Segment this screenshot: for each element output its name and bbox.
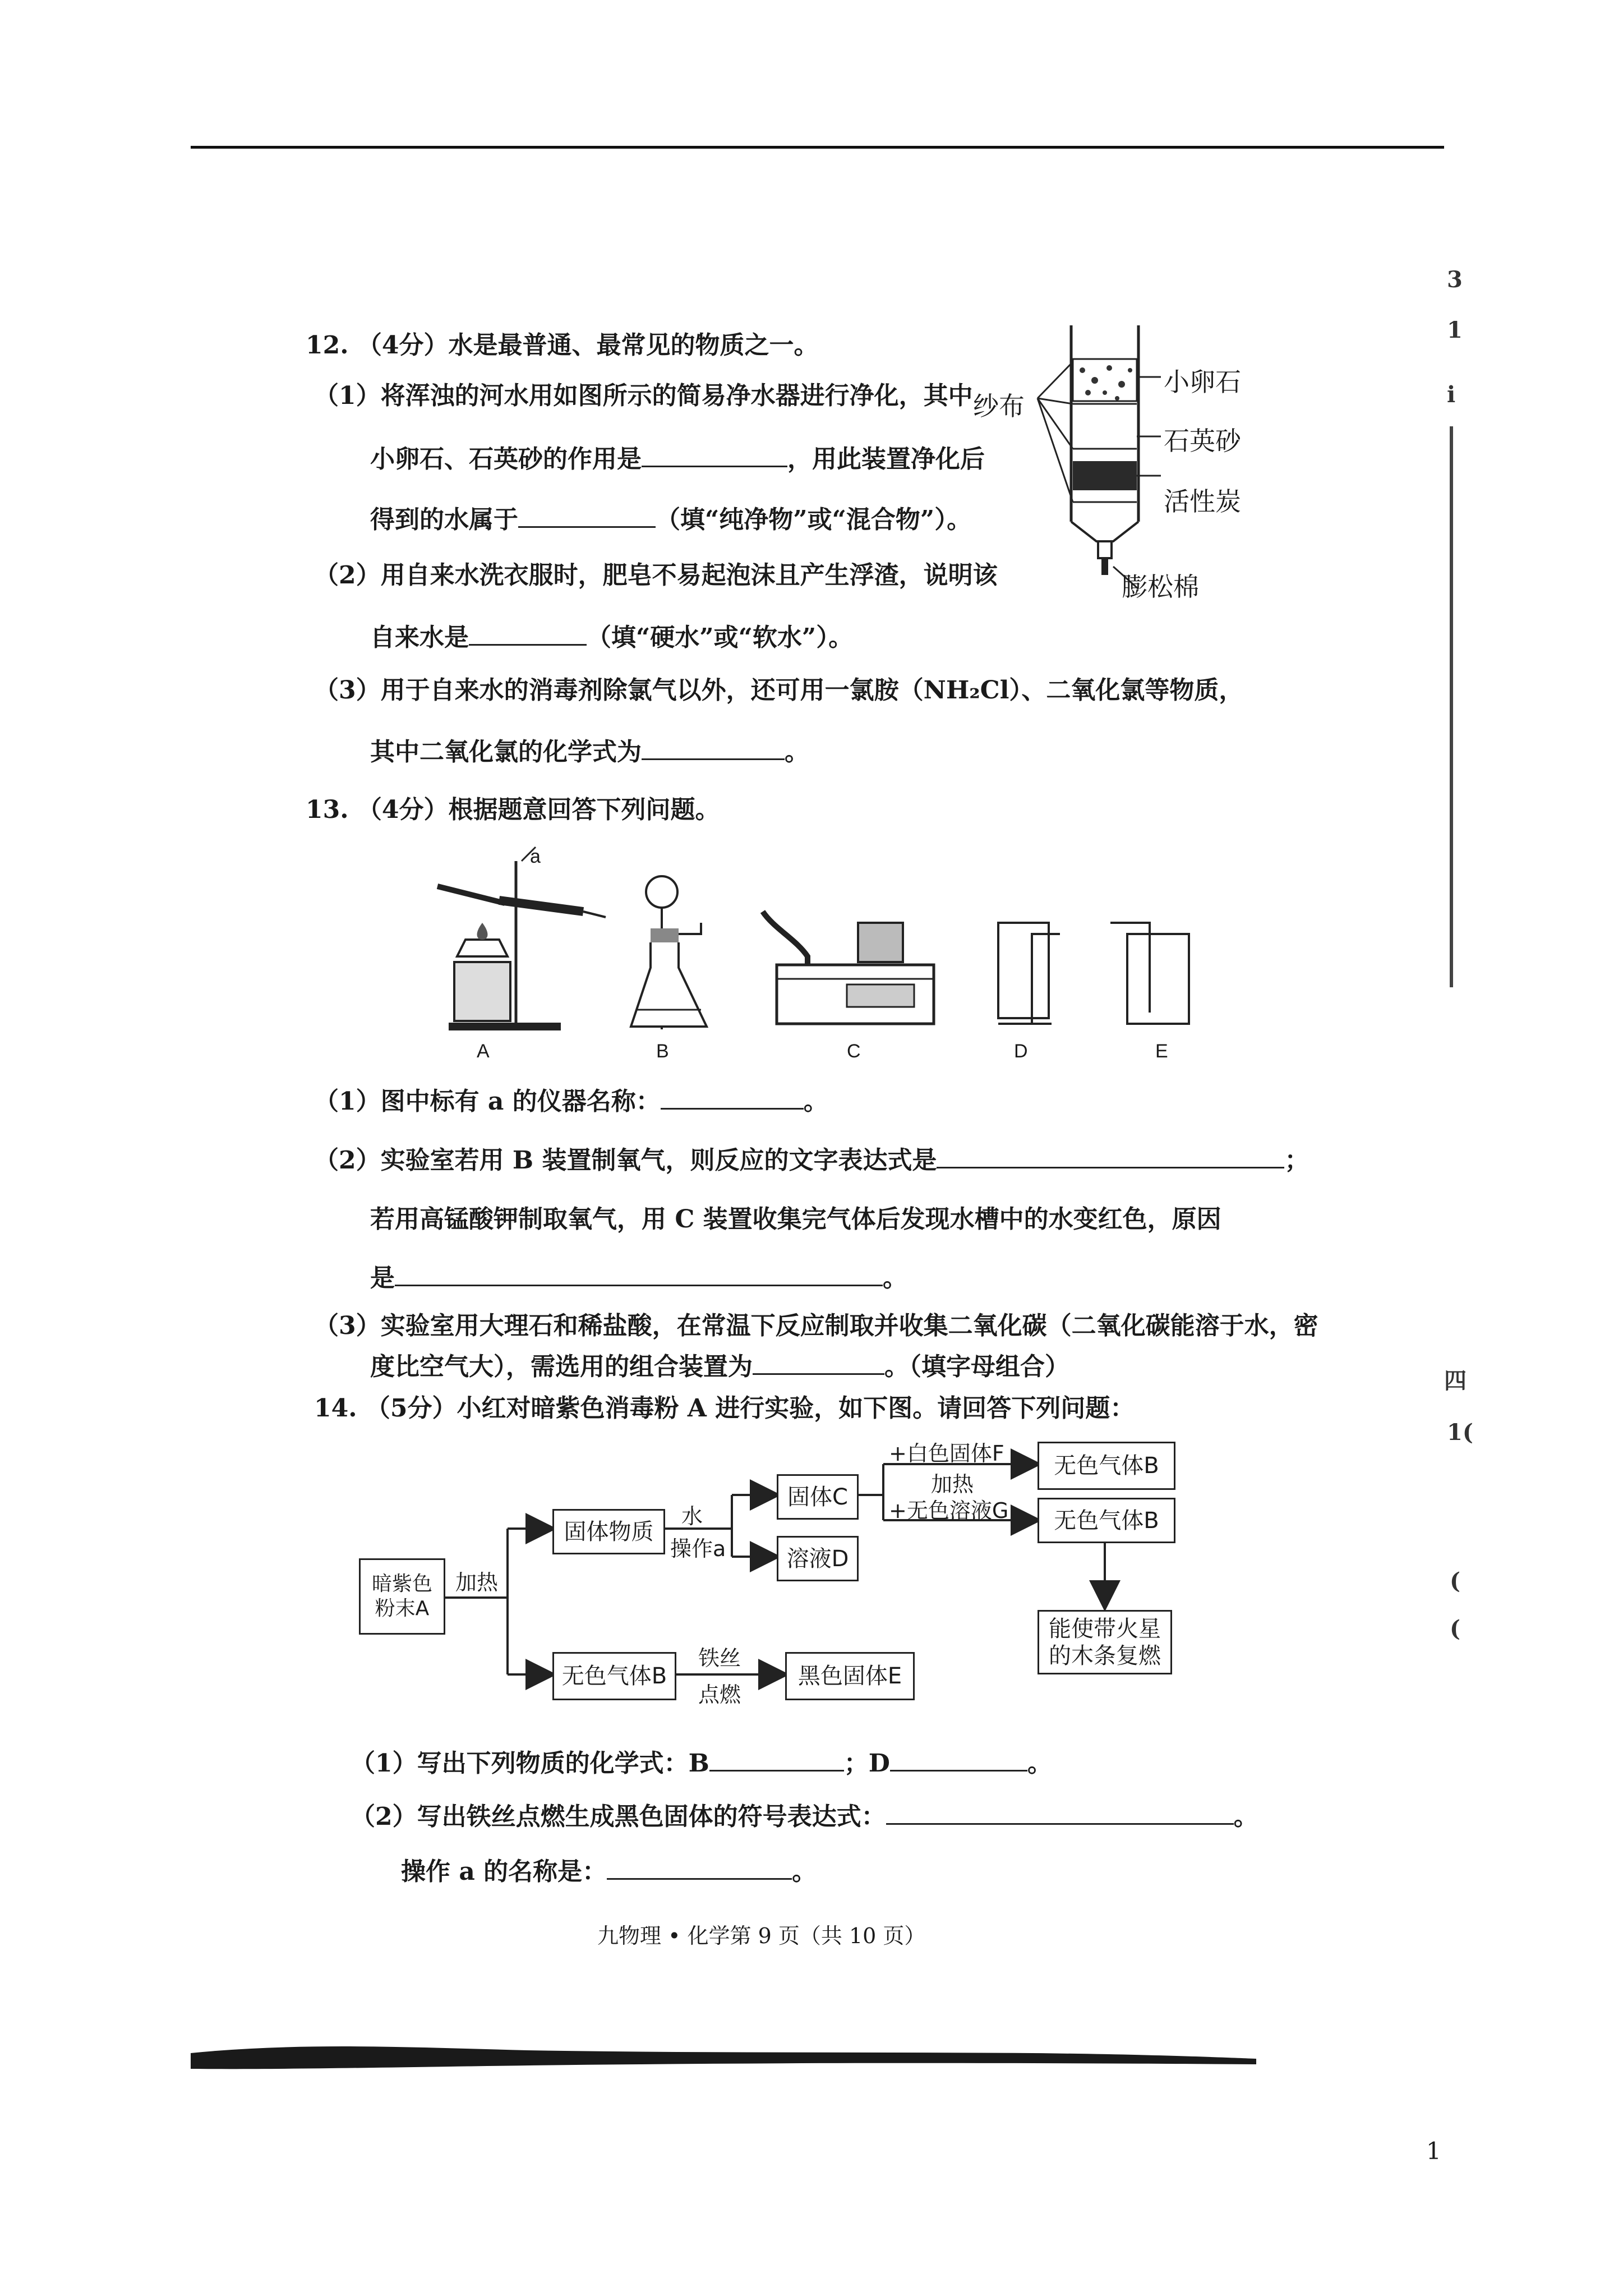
q12-p1b: 小卵石、石英砂的作用是 ，用此装置净化后: [370, 443, 985, 474]
answer-blank[interactable]: [709, 1747, 844, 1772]
label-heat: 加热: [455, 1570, 499, 1595]
box-B2: 无色气体B: [1038, 1498, 1175, 1543]
label-cotton: 膨松棉: [1122, 572, 1199, 602]
label-a: a: [530, 846, 541, 867]
edge-char: 1(: [1447, 1419, 1473, 1446]
label-gauze: 纱布: [973, 391, 1025, 421]
box-B1: 无色气体B: [1038, 1442, 1175, 1490]
label-E: E: [1155, 1041, 1168, 1062]
answer-blank[interactable]: [890, 1747, 1027, 1772]
answer-blank[interactable]: [886, 1801, 1234, 1825]
q13-p1: （1）图中标有 a 的仪器名称： 。: [314, 1085, 828, 1116]
label-water: 水: [681, 1504, 703, 1529]
box-C: 固体C: [777, 1474, 859, 1520]
q12-title: 12. （4分）水是最普通、最常见的物质之一。: [306, 331, 819, 360]
label-op-a: 操作a: [670, 1536, 726, 1561]
q14-p2: （2）写出铁丝点燃生成黑色固体的符号表达式： 。: [351, 1801, 1258, 1832]
page-footer: 九物理 • 化学第 9 页（共 10 页）: [597, 1924, 926, 1948]
box-D: 溶液D: [777, 1536, 859, 1581]
box-A: 暗紫色 粉末A: [359, 1558, 445, 1635]
label-heat2: 加热: [931, 1472, 974, 1497]
q13-p2c: 是 。: [370, 1262, 907, 1293]
q12-p1c: 得到的水属于 （填“纯净物”或“混合物”）。: [370, 504, 971, 535]
answer-blank[interactable]: [607, 1856, 792, 1880]
edge-bar: [1450, 426, 1453, 987]
q12-p3a: （3）用于自来水的消毒剂除氯气以外，还可用一氯胺（NH₂Cl）、二氧化氯等物质，: [314, 676, 1244, 705]
q12-p2a: （2）用自来水洗衣服时，肥皂不易起泡沫且产生浮渣，说明该: [314, 561, 998, 590]
q12-p1a: （1）将浑浊的河水用如图所示的简易净水器进行净化，其中: [314, 381, 973, 410]
label-pebble: 小卵石: [1164, 367, 1241, 397]
edge-char: 1: [1447, 317, 1463, 343]
page-number: 1: [1426, 2137, 1441, 2165]
q13-title: 13. （4分）根据题意回答下列问题。: [306, 795, 720, 824]
label-plusF: +白色固体F: [889, 1441, 1004, 1466]
label-A: A: [477, 1041, 490, 1062]
label-quartz: 石英砂: [1164, 426, 1241, 456]
q13-p3b: 度比空气大），需选用的组合装置为 。（填字母组合）: [370, 1351, 1069, 1382]
q14-p3: 操作 a 的名称是： 。: [401, 1856, 817, 1887]
q13-p3a: （3）实验室用大理石和稀盐酸，在常温下反应制取并收集二氧化碳（二氧化碳能溶于水，密: [314, 1312, 1318, 1340]
edge-char: i: [1447, 381, 1456, 408]
label-plusG: +无色溶液G: [889, 1498, 1009, 1523]
q12-p2b: 自来水是 （填“硬水”或“软水”）。: [370, 622, 853, 652]
label-wire: 铁丝: [698, 1646, 741, 1671]
box-B3: 无色气体B: [552, 1652, 676, 1700]
label-carbon: 活性炭: [1164, 486, 1241, 517]
box-solid: 固体物质: [552, 1509, 665, 1554]
q12-p3b: 其中二氧化氯的化学式为 。: [370, 736, 809, 767]
edge-char: (: [1450, 1568, 1460, 1594]
box-relight: 能使带火星的木条复燃: [1038, 1610, 1172, 1674]
edge-char: (: [1450, 1616, 1460, 1642]
q13-p2a: （2）实验室若用 B 装置制氧气，则反应的文字表达式是 ；: [314, 1144, 1309, 1175]
edge-char: 四: [1444, 1368, 1467, 1394]
q13-p2b: 若用高锰酸钾制取氧气，用 C 装置收集完气体后发现水槽中的水变红色，原因: [370, 1205, 1221, 1234]
q14-title: 14. （5分）小红对暗紫色消毒粉 A 进行实验，如下图。请回答下列问题：: [314, 1394, 1135, 1423]
label-C: C: [847, 1041, 861, 1062]
box-E: 黑色固体E: [785, 1652, 915, 1700]
label-D: D: [1014, 1041, 1028, 1062]
label-B: B: [656, 1041, 669, 1062]
scan-smear: [191, 2036, 1256, 2076]
label-ignite: 点燃: [698, 1682, 741, 1707]
edge-char: 3: [1447, 266, 1463, 293]
q14-p1: （1）写出下列物质的化学式：B ；D 。: [351, 1747, 1052, 1778]
